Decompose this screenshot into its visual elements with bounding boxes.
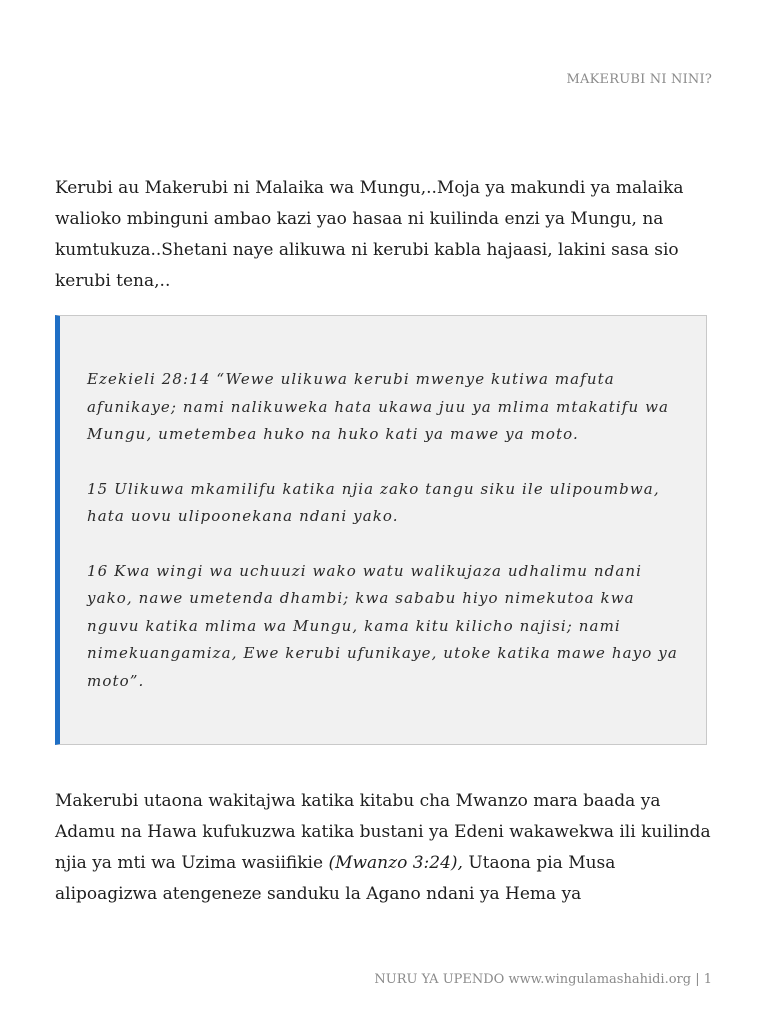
intro-paragraph: Kerubi au Makerubi ni Malaika wa Mungu,..Moja ya makundi ya malaika walioko mbinguni ambao kazi yao hasaa ni kuilinda enzi ya Mungu, na kumtukuza..Shetani naye alikuwa ni kerubi kabla hajaasi, lakini sasa sio kerubi tena,.. <box>55 178 684 291</box>
body-text-before: Makerubi utaona wakitajwa katika kitabu cha Mwanzo mara baada ya Adamu na Hawa kufukuzwa katika bustani ya Edeni wakawekwa ili kuilinda njia ya mti wa Uzima wasiifikie <box>55 791 711 873</box>
quote-paragraph-2: 15 Ulikuwa mkamilifu katika njia zako tangu siku ile ulipoumbwa, hata uovu ulipoonekana ndani yako. <box>87 479 660 525</box>
scripture-blockquote <box>55 315 707 745</box>
body-text-after: Utaona pia Musa alipoagizwa atengeneze sanduku la Agano ndani ya Hema ya <box>55 853 616 904</box>
quote-paragraph-1: Ezekieli 28:14 “Wewe ulikuwa kerubi mwenye kutiwa mafuta afunikaye; nami nalikuweka hata ukawa juu ya mlima mtakatifu wa Mungu, umetembea huko na huko kati ya mawe ya moto. <box>87 370 670 443</box>
body-paragraph <box>55 786 715 910</box>
quote-paragraph-3: 16 Kwa wingi wa uchuuzi wako watu walikujaza udhalimu ndani yako, nawe umetenda dhambi; kwa sababu hiyo nimekutoa kwa nguvu katika mlima wa Mungu, kama kitu kilicho najisi; nami nimekuangamiza, Ewe kerubi ufunikaye, utoke katika mawe hayo ya moto”. <box>87 561 678 690</box>
page-footer: NURU YA UPENDO www.wingulamashahidi.org | 1 <box>374 972 712 987</box>
scripture-reference: (Mwanzo 3:24), <box>328 853 463 873</box>
page-header: MAKERUBI NI NINI? <box>566 72 712 87</box>
